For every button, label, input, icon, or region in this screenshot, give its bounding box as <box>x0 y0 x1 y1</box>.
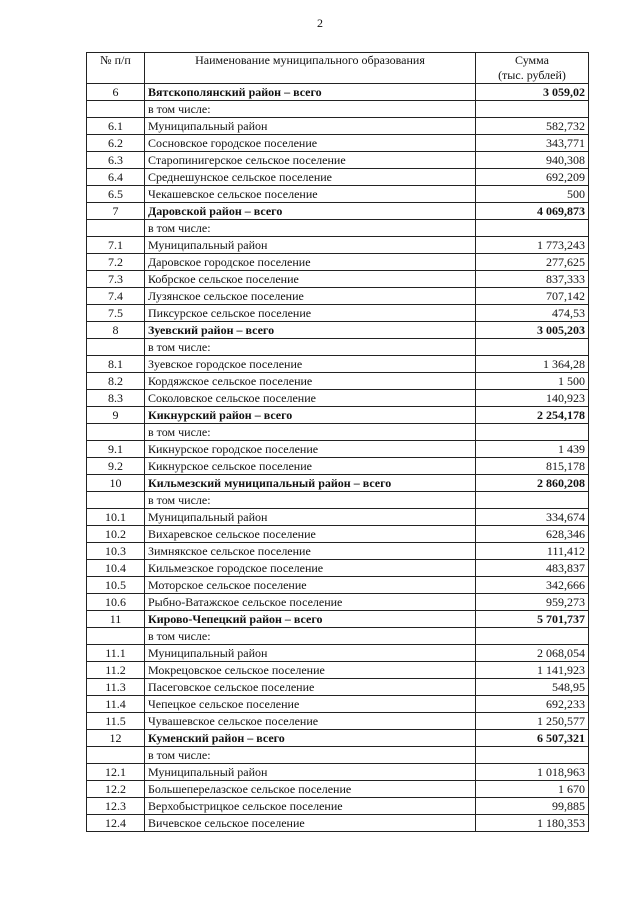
row-value: 548,95 <box>476 679 589 696</box>
table-row <box>87 424 589 441</box>
row-name: Муниципальный район <box>145 118 476 135</box>
row-value: 837,333 <box>476 271 589 288</box>
row-number: 12.1 <box>87 764 145 781</box>
table-row <box>87 577 589 594</box>
row-name: Вятскополянский район – всего <box>145 84 476 101</box>
row-number: 9.1 <box>87 441 145 458</box>
table-row <box>87 271 589 288</box>
row-value: 277,625 <box>476 254 589 271</box>
row-value: 2 860,208 <box>476 475 589 492</box>
row-value <box>476 424 589 441</box>
table-row <box>87 118 589 135</box>
row-name: Кобрское сельское поселение <box>145 271 476 288</box>
row-number: 10 <box>87 475 145 492</box>
row-number: 6 <box>87 84 145 101</box>
row-number: 7.5 <box>87 305 145 322</box>
header-sum-line2: (тыс. рублей) <box>498 68 566 82</box>
table-header-row <box>87 53 589 84</box>
table-row-total <box>87 407 589 424</box>
row-name: Зимнякское сельское поселение <box>145 543 476 560</box>
table-row <box>87 254 589 271</box>
page-number: 2 <box>317 16 323 30</box>
row-name: Даровское городское поселение <box>145 254 476 271</box>
row-value: 483,837 <box>476 560 589 577</box>
table-row-total <box>87 322 589 339</box>
row-value: 940,308 <box>476 152 589 169</box>
row-name: в том числе: <box>145 220 476 237</box>
row-number <box>87 220 145 237</box>
table-row-total <box>87 730 589 747</box>
row-value: 5 701,737 <box>476 611 589 628</box>
row-number: 11.2 <box>87 662 145 679</box>
row-number: 7.1 <box>87 237 145 254</box>
row-name: Муниципальный район <box>145 645 476 662</box>
row-number <box>87 492 145 509</box>
table-row <box>87 373 589 390</box>
row-name: Сосновское городское поселение <box>145 135 476 152</box>
row-number <box>87 424 145 441</box>
row-value: 1 141,923 <box>476 662 589 679</box>
table-row <box>87 662 589 679</box>
row-value <box>476 628 589 645</box>
row-value: 140,923 <box>476 390 589 407</box>
row-number: 8.3 <box>87 390 145 407</box>
row-number <box>87 747 145 764</box>
table-row <box>87 305 589 322</box>
table-row <box>87 169 589 186</box>
row-number: 9 <box>87 407 145 424</box>
table-row <box>87 288 589 305</box>
table-row <box>87 441 589 458</box>
table-row <box>87 781 589 798</box>
row-value: 628,346 <box>476 526 589 543</box>
row-number: 11.5 <box>87 713 145 730</box>
row-name: Кирово-Чепецкий район – всего <box>145 611 476 628</box>
table-row <box>87 798 589 815</box>
row-number: 6.2 <box>87 135 145 152</box>
row-name: в том числе: <box>145 492 476 509</box>
row-value: 1 773,243 <box>476 237 589 254</box>
row-value: 815,178 <box>476 458 589 475</box>
row-name: Лузянское сельское поселение <box>145 288 476 305</box>
row-number: 7.3 <box>87 271 145 288</box>
row-value: 3 005,203 <box>476 322 589 339</box>
row-name: Кикнурское городское поселение <box>145 441 476 458</box>
row-value: 474,53 <box>476 305 589 322</box>
row-number: 8.2 <box>87 373 145 390</box>
row-name: в том числе: <box>145 628 476 645</box>
table-row <box>87 237 589 254</box>
header-name: Наименование муниципального образования <box>145 53 476 84</box>
row-number: 7 <box>87 203 145 220</box>
table-row <box>87 645 589 662</box>
row-number <box>87 339 145 356</box>
row-name: Кикнурское сельское поселение <box>145 458 476 475</box>
row-number: 12.4 <box>87 815 145 832</box>
row-name: Куменский район – всего <box>145 730 476 747</box>
row-name: Чепецкое сельское поселение <box>145 696 476 713</box>
row-name: Зуевский район – всего <box>145 322 476 339</box>
table-row <box>87 458 589 475</box>
row-number: 8 <box>87 322 145 339</box>
row-name: Кильмезское городское поселение <box>145 560 476 577</box>
row-number: 6.4 <box>87 169 145 186</box>
row-number: 10.2 <box>87 526 145 543</box>
table-row-total <box>87 475 589 492</box>
row-value <box>476 101 589 118</box>
row-value: 2 068,054 <box>476 645 589 662</box>
row-number: 9.2 <box>87 458 145 475</box>
row-name: Верхобыстрицкое сельское поселение <box>145 798 476 815</box>
table-body <box>87 84 589 832</box>
row-number: 10.3 <box>87 543 145 560</box>
table-row <box>87 356 589 373</box>
table-row <box>87 628 589 645</box>
row-number <box>87 628 145 645</box>
row-value: 692,233 <box>476 696 589 713</box>
row-name: Зуевское городское поселение <box>145 356 476 373</box>
row-name: в том числе: <box>145 339 476 356</box>
header-sum-line1: Сумма <box>515 53 549 67</box>
table-row <box>87 815 589 832</box>
row-value <box>476 747 589 764</box>
row-value: 111,412 <box>476 543 589 560</box>
row-value: 582,732 <box>476 118 589 135</box>
row-name: Чувашевское сельское поселение <box>145 713 476 730</box>
row-value: 1 180,353 <box>476 815 589 832</box>
table-row <box>87 509 589 526</box>
table-row-total <box>87 84 589 101</box>
row-value: 99,885 <box>476 798 589 815</box>
row-number: 11.4 <box>87 696 145 713</box>
table-row <box>87 764 589 781</box>
row-number: 11.3 <box>87 679 145 696</box>
row-name: в том числе: <box>145 424 476 441</box>
row-value: 959,273 <box>476 594 589 611</box>
row-number: 11 <box>87 611 145 628</box>
row-value: 692,209 <box>476 169 589 186</box>
row-value: 1 018,963 <box>476 764 589 781</box>
row-value: 2 254,178 <box>476 407 589 424</box>
row-name: Пиксурское сельское поселение <box>145 305 476 322</box>
row-name: в том числе: <box>145 101 476 118</box>
row-number: 10.5 <box>87 577 145 594</box>
row-value <box>476 339 589 356</box>
row-value: 342,666 <box>476 577 589 594</box>
table-row <box>87 713 589 730</box>
row-name: в том числе: <box>145 747 476 764</box>
row-name: Мокрецовское сельское поселение <box>145 662 476 679</box>
row-number: 11.1 <box>87 645 145 662</box>
table-row-total <box>87 611 589 628</box>
table-row <box>87 679 589 696</box>
row-name: Вичевское сельское поселение <box>145 815 476 832</box>
row-number: 10.6 <box>87 594 145 611</box>
row-name: Кордяжское сельское поселение <box>145 373 476 390</box>
row-value: 1 250,577 <box>476 713 589 730</box>
row-name: Большеперелазское сельское поселение <box>145 781 476 798</box>
row-number: 12 <box>87 730 145 747</box>
row-value: 6 507,321 <box>476 730 589 747</box>
row-name: Вихаревское сельское поселение <box>145 526 476 543</box>
table-row <box>87 152 589 169</box>
row-name: Муниципальный район <box>145 509 476 526</box>
row-name: Кильмезский муниципальный район – всего <box>145 475 476 492</box>
row-number: 6.5 <box>87 186 145 203</box>
row-name: Моторское сельское поселение <box>145 577 476 594</box>
row-number: 12.2 <box>87 781 145 798</box>
row-name: Кикнурский район – всего <box>145 407 476 424</box>
row-name: Рыбно-Ватажское сельское поселение <box>145 594 476 611</box>
row-number: 10.4 <box>87 560 145 577</box>
row-name: Муниципальный район <box>145 237 476 254</box>
row-value: 707,142 <box>476 288 589 305</box>
row-number <box>87 101 145 118</box>
table-row <box>87 526 589 543</box>
row-value: 500 <box>476 186 589 203</box>
table-row <box>87 560 589 577</box>
row-value: 334,674 <box>476 509 589 526</box>
row-number: 6.1 <box>87 118 145 135</box>
row-value: 1 439 <box>476 441 589 458</box>
row-number: 8.1 <box>87 356 145 373</box>
row-value <box>476 492 589 509</box>
table-row <box>87 186 589 203</box>
row-value: 4 069,873 <box>476 203 589 220</box>
row-name: Соколовское сельское поселение <box>145 390 476 407</box>
budget-table <box>86 52 589 832</box>
row-value: 343,771 <box>476 135 589 152</box>
row-value: 1 670 <box>476 781 589 798</box>
table-row <box>87 747 589 764</box>
row-name: Чекашевское сельское поселение <box>145 186 476 203</box>
table-row <box>87 492 589 509</box>
table-row <box>87 594 589 611</box>
table-row <box>87 220 589 237</box>
table-row <box>87 135 589 152</box>
table-row <box>87 390 589 407</box>
row-value: 1 500 <box>476 373 589 390</box>
row-number: 10.1 <box>87 509 145 526</box>
row-name: Старопинигерское сельское поселение <box>145 152 476 169</box>
table-row-total <box>87 203 589 220</box>
row-number: 12.3 <box>87 798 145 815</box>
row-name: Среднешунское сельское поселение <box>145 169 476 186</box>
table-row <box>87 339 589 356</box>
table-row <box>87 101 589 118</box>
table-row <box>87 543 589 560</box>
header-sum <box>476 53 589 84</box>
row-number: 6.3 <box>87 152 145 169</box>
header-number: № п/п <box>87 53 145 84</box>
row-value: 1 364,28 <box>476 356 589 373</box>
row-number: 7.4 <box>87 288 145 305</box>
row-number: 7.2 <box>87 254 145 271</box>
table-row <box>87 696 589 713</box>
row-value <box>476 220 589 237</box>
row-name: Муниципальный район <box>145 764 476 781</box>
row-value: 3 059,02 <box>476 84 589 101</box>
row-name: Даровской район – всего <box>145 203 476 220</box>
row-name: Пасеговское сельское поселение <box>145 679 476 696</box>
